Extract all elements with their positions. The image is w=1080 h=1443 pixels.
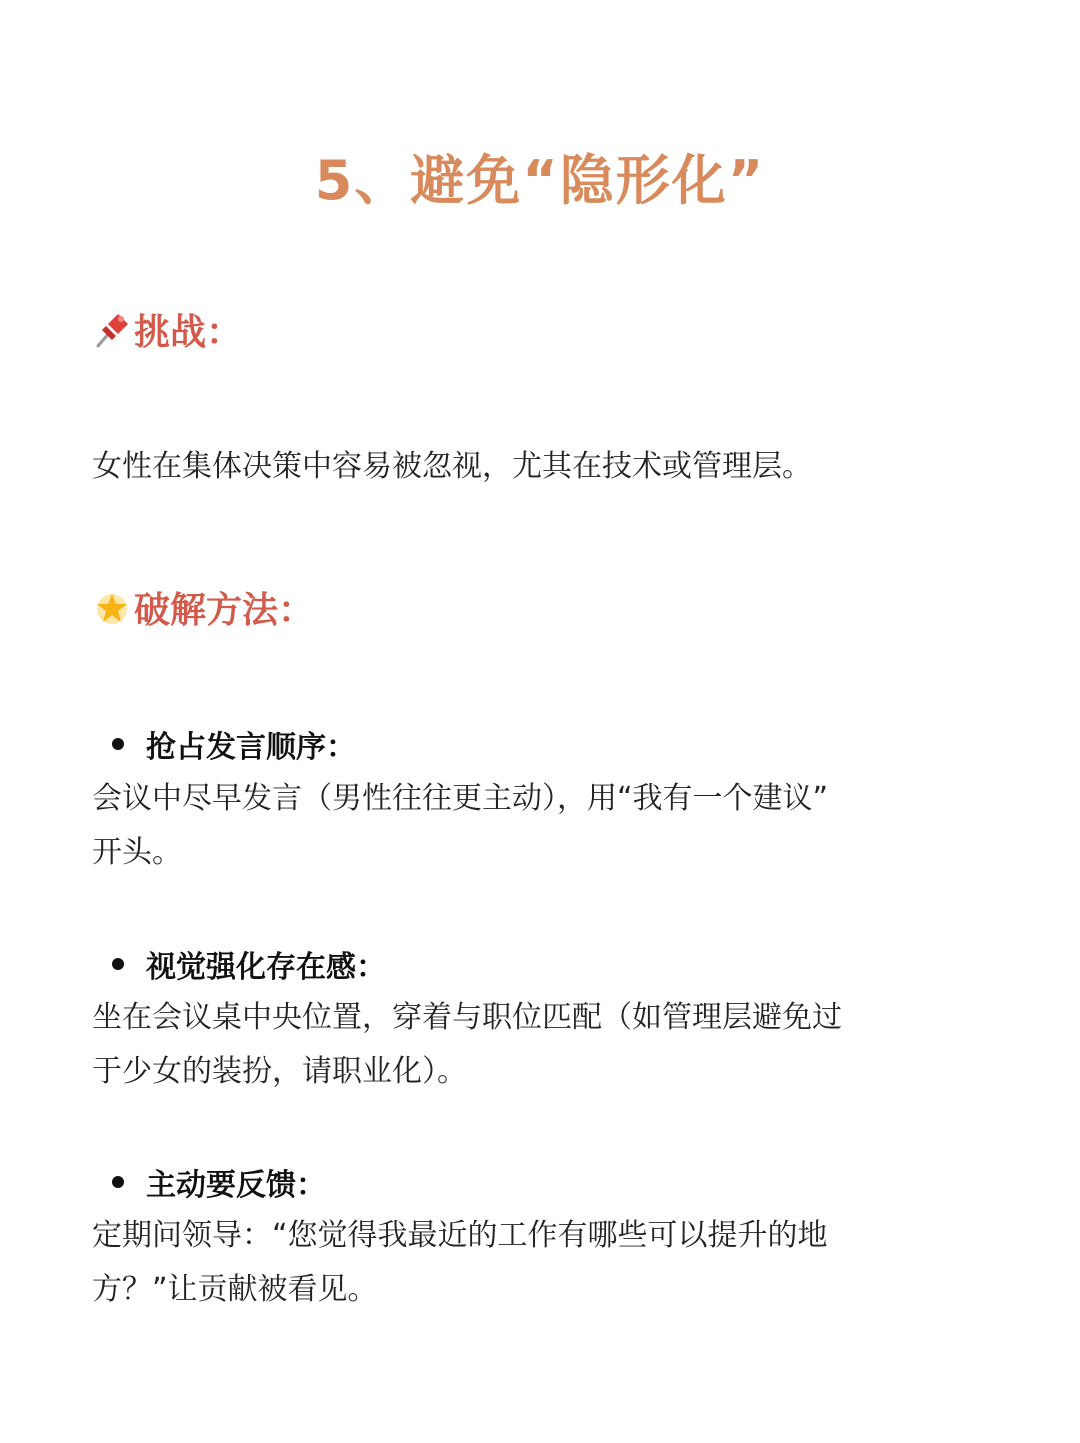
description-line: 坐在会议桌中央位置，穿着与职位匹配（如管理层避免过: [92, 1000, 842, 1035]
challenge-text: 女性在集体决策中容易被忽视，尤其在技术或管理层。: [92, 449, 812, 484]
methods-heading: [92, 582, 314, 633]
description-line: 会议中尽早发言（男性往往更主动），用“我有一个建议”: [92, 781, 829, 816]
bullet-dot: [112, 958, 124, 970]
challenge-heading-label: 挑战：: [134, 312, 243, 353]
description-line: 开头。: [92, 835, 182, 870]
method-item-description: [92, 1209, 972, 1317]
description-line: 方？”让贡献被看见。: [92, 1272, 378, 1307]
glowing-star-icon: [92, 588, 132, 628]
description-line: 于少女的装扮，请职业化）。: [92, 1054, 467, 1089]
method-item-title: 抢占发言顺序：: [146, 730, 356, 765]
method-item-label: [112, 722, 356, 766]
page-title: 5、避免“隐形化”: [314, 149, 766, 212]
method-item-label: [112, 1160, 326, 1204]
description-line: 定期问领导：“您觉得我最近的工作有哪些可以提升的地: [92, 1218, 828, 1253]
challenge-heading: [92, 304, 242, 355]
method-item-description: [92, 991, 972, 1099]
methods-heading-label: 破解方法：: [134, 590, 315, 631]
bullet-dot: [112, 1176, 124, 1188]
method-item-label: [112, 942, 386, 986]
method-item-title: 视觉强化存在感：: [146, 950, 386, 985]
method-item-description: [92, 772, 972, 880]
bullet-dot: [112, 738, 124, 750]
method-item-title: 主动要反馈：: [146, 1168, 326, 1203]
pushpin-icon: [92, 310, 132, 350]
